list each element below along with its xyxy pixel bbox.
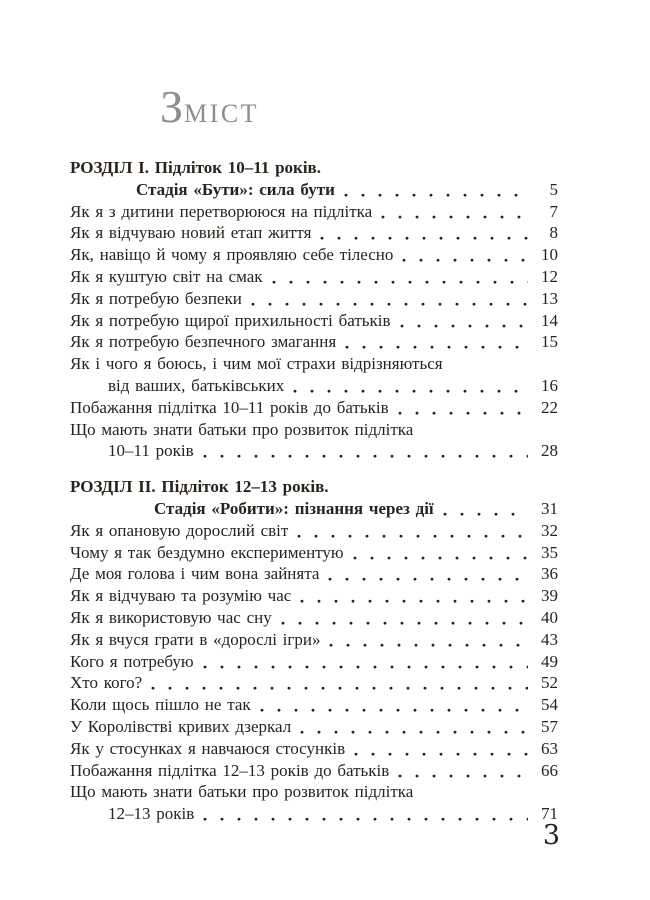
dot-leader [150,672,528,694]
toc-entry-text: Як я з дитини перетворююся на підлітка [70,201,373,221]
toc-page-number: 57 [541,716,558,736]
toc-entry-text: Побажання підлітка 12–13 років до батьків [70,760,390,780]
dot-leader [399,310,528,332]
dot-leader [250,288,528,310]
toc-page-number: 39 [541,586,558,606]
dot-leader [280,607,528,629]
toc-entry-text: 12–13 років [108,804,195,824]
toc-heading-row [70,157,558,179]
toc-page-number: 71 [541,804,558,824]
toc-page-number: 54 [541,695,558,715]
dot-leader [299,585,528,607]
toc-page-number: 16 [541,375,558,395]
toc-entry-row [70,201,558,223]
toc-entry-text: Як я вчуся грати в «дорослі ігри» [70,629,321,649]
toc-entry-row [70,222,558,244]
toc-entry-text: 10–11 років [108,441,194,461]
page-title-rest: МІСТ [184,99,260,128]
toc-entry-row [70,440,558,462]
toc-page-number: 12 [541,266,558,286]
toc-entry-row [70,520,558,542]
dot-leader [344,331,528,353]
toc-entry-text: Як я відчуваю та розумію час [70,586,292,606]
dot-leader [401,244,528,266]
toc-page-number: 15 [541,332,558,352]
dot-leader [380,201,528,223]
dot-leader [397,397,528,419]
toc-page-number: 63 [541,738,558,758]
toc-heading-text: Стадія «Робити»: пізнання через дії [154,498,434,518]
toc-heading-text: Стадія «Бути»: сила бути [136,179,335,199]
toc-page-number: 10 [541,245,558,265]
toc-entry-row [70,781,558,803]
toc-page-number: 31 [541,498,558,518]
dot-leader [328,629,528,651]
toc-entry-row [70,672,558,694]
toc-entry-row [70,331,558,353]
dot-leader [202,651,528,673]
toc-page-number: 22 [541,397,558,417]
dot-leader [327,563,528,585]
toc-heading-row [70,179,558,201]
toc-entry-text: Де моя голова і чим вона зайнята [70,564,320,584]
toc-section-2 [70,476,558,825]
toc-entry-row [70,563,558,585]
toc-entry-text: Як я потребую безпечного змагання [70,332,337,352]
toc-entry-text: Що мають знати батьки про розвиток підлітка [70,782,414,802]
toc-page-number: 13 [541,288,558,308]
toc-entry-text: Як я опановую дорослий світ [70,520,289,540]
dot-leader [296,520,528,542]
page-title-initial: З [160,81,185,132]
toc-entry-text: Чому я так бездумно експериментую [70,542,344,562]
toc-entry-text: Як у стосунках я навчаюся стосунків [70,738,346,758]
dot-leader [271,266,528,288]
toc-entry-row [70,266,558,288]
toc-page-number: 66 [541,760,558,780]
toc-page-number: 43 [541,629,558,649]
toc-page-number: 49 [541,651,558,671]
toc-page-number: 32 [541,520,558,540]
toc-page-number: 52 [541,673,558,693]
toc-entry-text: Побажання підлітка 10–11 років до батьків [70,397,389,417]
toc-page-number: 36 [541,564,558,584]
toc-entry-row [70,542,558,564]
toc-entry-row [70,607,558,629]
toc-heading-row [70,498,558,520]
dot-leader [202,803,528,825]
toc-heading-text: РОЗДІЛ I. Підліток 10–11 років. [70,158,321,177]
toc-entry-row [70,738,558,760]
toc-entry-row [70,397,558,419]
toc-section-1 [70,157,558,462]
toc-entry-row [70,585,558,607]
toc-entry-row [70,419,558,441]
toc-page-number: 8 [549,223,558,243]
toc-entry-row [70,803,558,825]
toc-page-number: 14 [541,310,558,330]
toc-page-number: 28 [541,441,558,461]
toc-entry-text: У Королівстві кривих дзеркал [70,716,292,736]
toc-entry-text: Як я відчуваю новий етап життя [70,223,312,243]
toc-page-number: 40 [541,607,558,627]
toc-heading-text: РОЗДІЛ II. Підліток 12–13 років. [70,477,329,497]
toc-entry-text: від ваших, батьківських [108,375,285,395]
dot-leader [352,542,528,564]
dot-leader [343,179,528,201]
dot-leader [202,440,528,462]
toc-entry-row [70,353,558,375]
toc-page-number: 35 [541,542,558,562]
dot-leader [259,694,528,716]
toc-entry-text: Як, навіщо й чому я проявляю себе тілесно [70,245,394,265]
toc-entry-text: Кого я потребую [70,651,194,671]
toc-entry-row [70,629,558,651]
dot-leader [299,716,528,738]
toc-entry-row [70,288,558,310]
page-title [160,81,558,137]
toc-entry-row [70,694,558,716]
toc-page-number: 7 [549,201,558,221]
dot-leader [353,738,528,760]
toc-entry-text: Як я потребую безпеки [70,288,242,308]
toc-entry-row [70,760,558,782]
folio-page-number: 3 [542,820,560,851]
dot-leader [319,222,528,244]
toc-page-number: 5 [549,179,558,199]
toc-heading-row [70,476,558,498]
toc-entry-text: Як я куштую світ на смак [70,266,263,286]
toc-entry-row [70,716,558,738]
dot-leader [442,498,528,520]
toc-entry-row [70,310,558,332]
toc-entry-text: Як і чого я боюсь, і чим мої страхи відрізняються [70,354,443,374]
toc-entry-text: Коли щось пішло не так [70,695,251,715]
toc-entry-text: Що мають знати батьки про розвиток підлітка [70,419,414,439]
toc-entry-row [70,375,558,397]
toc-entry-text: Хто кого? [70,673,143,693]
toc-entry-row [70,651,558,673]
toc-entry-row [70,244,558,266]
toc-entry-text: Як я потребую щирої прихильності батьків [70,310,391,330]
dot-leader [292,375,528,397]
dot-leader [397,760,528,782]
toc [70,157,558,825]
toc-entry-text: Як я використовую час сну [70,607,272,627]
